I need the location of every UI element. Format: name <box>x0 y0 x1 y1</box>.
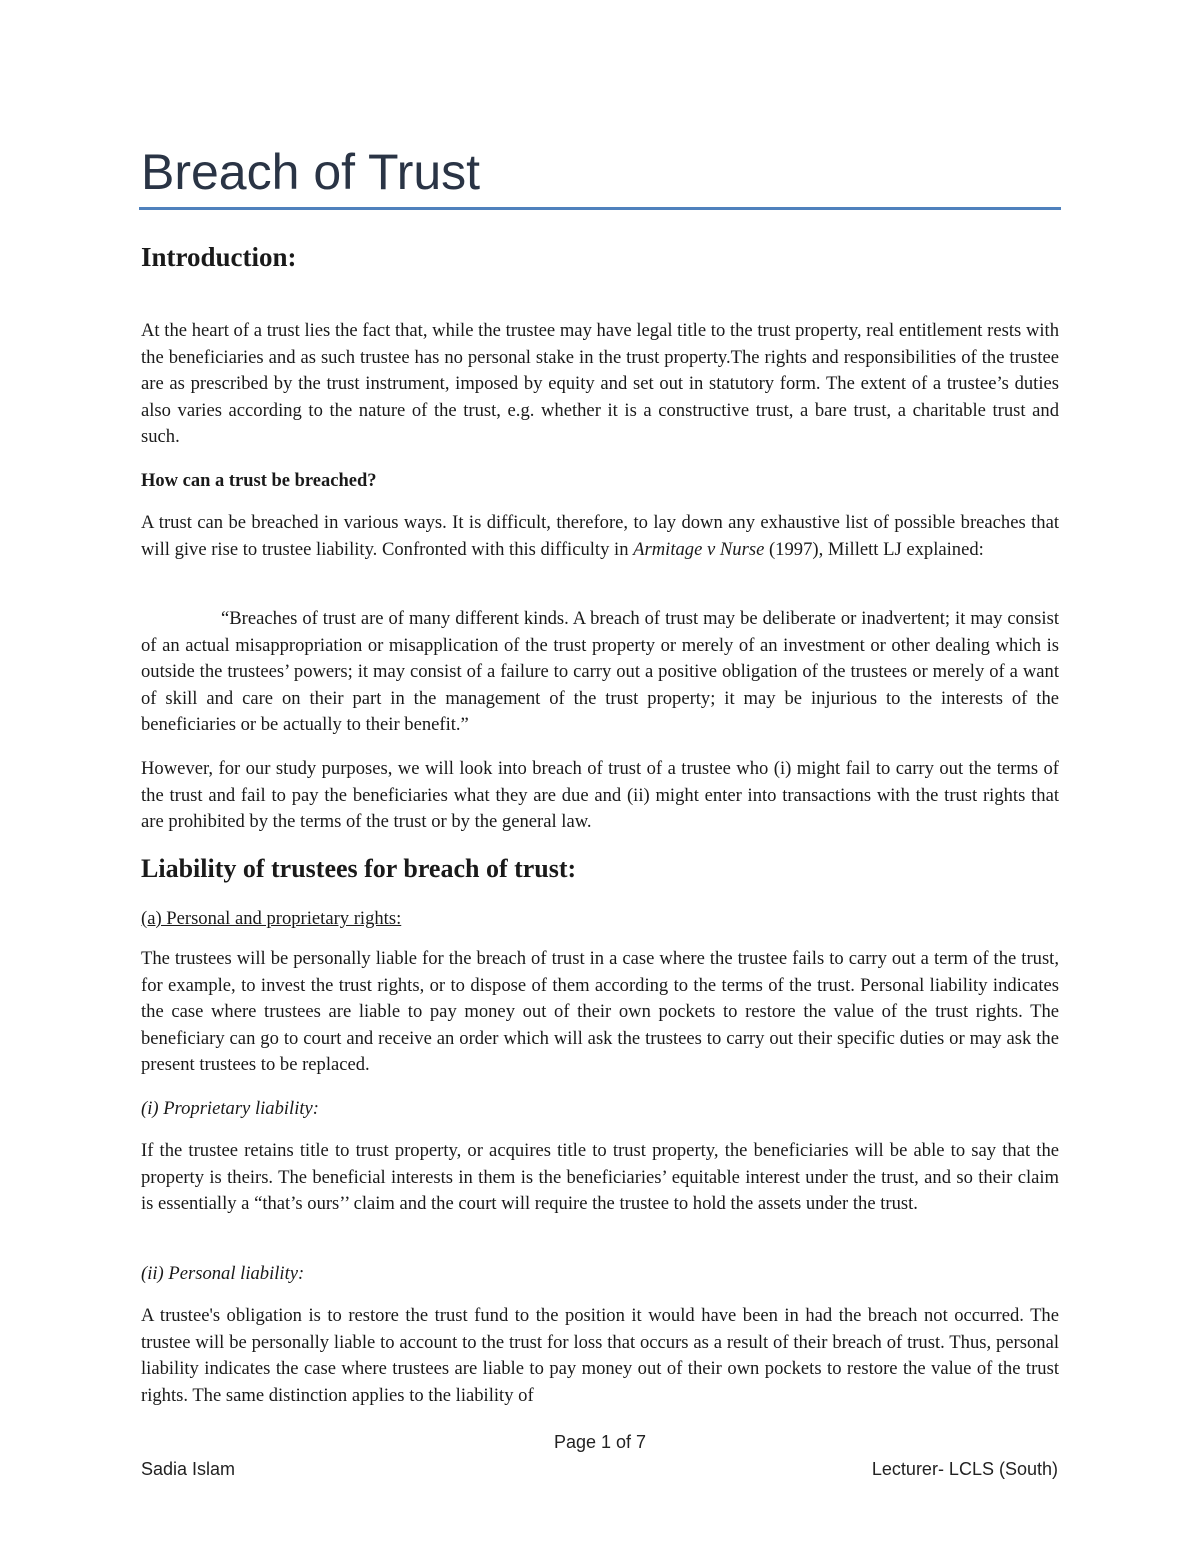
subheading-personal-liability: (ii) Personal liability: <box>141 1263 305 1284</box>
breach-paragraph <box>141 510 1059 563</box>
breach-paragraph-start: A trust can be breached in various ways. It is difficult, therefore, to lay down any exhaustive list of possible breaches that will give rise to trustee liability. Confronted with this difficulty in <box>141 512 1059 560</box>
personal-proprietary-paragraph: The trustees will be personally liable for the breach of trust in a case where the trustee fails to carry out a term of the trust, for example, to invest the trust rights, or to dispose of them according to the terms of the trust. Personal liability indicates the case where trustees are liable to pay money out of their own pockets to restore the value of the trust rights. The beneficiary can go to court and receive an order which will ask the trustees to carry out their specific duties or may ask the present trustees to be replaced. <box>141 948 1059 1075</box>
proprietary-liability-paragraph: If the trustee retains title to trust property, or acquires title to trust property, the beneficiaries will be able to say that the property is theirs. The beneficial interests in them is the beneficiaries’ equitable interest under the trust, and so their claim is essentially a “that’s ours’’ claim and the court will require the trustee to hold the assets under the trust. <box>141 1140 1059 1214</box>
footer-page-number: Page 1 of 7 <box>553 1432 647 1452</box>
however-paragraph: However, for our study purposes, we will look into breach of trust of a trustee who (i) might fail to carry out the terms of the trust and fail to pay the beneficiaries what they are due and (ii) might enter into transactions with the trust rights that are prohibited by the terms of the trust or by the general law. <box>141 758 1059 832</box>
personal-liability-paragraph: A trustee's obligation is to restore the trust fund to the position it would have been in had the breach not occurred. The trustee will be personally liable to account to the trust for loss that occurs as a result of their breach of trust. Thus, personal liability indicates the case where trustees are liable to pay money out of their own pockets to restore the value of the trust rights. The same distinction applies to the liability of <box>141 1305 1059 1406</box>
case-citation: Armitage v Nurse <box>633 538 765 560</box>
introduction-heading: Introduction: <box>141 242 297 272</box>
footer-role: Lecturer- LCLS (South) <box>871 1459 1058 1479</box>
footer-author: Sadia Islam <box>141 1459 236 1479</box>
breach-paragraph-end: (1997), Millett LJ explained: <box>764 538 984 560</box>
subheading-personal-proprietary: (a) Personal and proprietary rights: <box>141 908 402 929</box>
intro-paragraph: At the heart of a trust lies the fact that, while the trustee may have legal title to the trust property, real entitlement rests with the beneficiaries and as such trustee has no personal stake in the trust property.The rights and responsibilities of the trustee are as prescribed by the trust instrument, imposed by equity and set out in statutory form. The extent of a trustee’s duties also varies according to the nature of the trust, e.g. whether it is a constructive trust, a bare trust, a charitable trust and such. <box>141 320 1059 447</box>
liability-heading: Liability of trustees for breach of trust: <box>141 854 577 883</box>
how-breached-heading: How can a trust be breached? <box>141 471 377 491</box>
title-underline-rule <box>139 207 1061 210</box>
document-title: Breach of Trust <box>141 144 481 200</box>
millett-quote: “Breaches of trust are of many different kinds. A breach of trust may be deliberate or inadvertent; it may consist of an actual misappropriation or misapplication of the trust property or merely of an investment or other dealing which is outside the trustees’ powers; it may consist of a failure to carry out a positive obligation of the trustees or merely of a want of skill and care on their part in the management of the trust property; it may be injurious to the interests of the beneficiaries or be actually to their benefit.” <box>141 608 1059 735</box>
subheading-proprietary-liability: (i) Proprietary liability: <box>141 1098 319 1119</box>
